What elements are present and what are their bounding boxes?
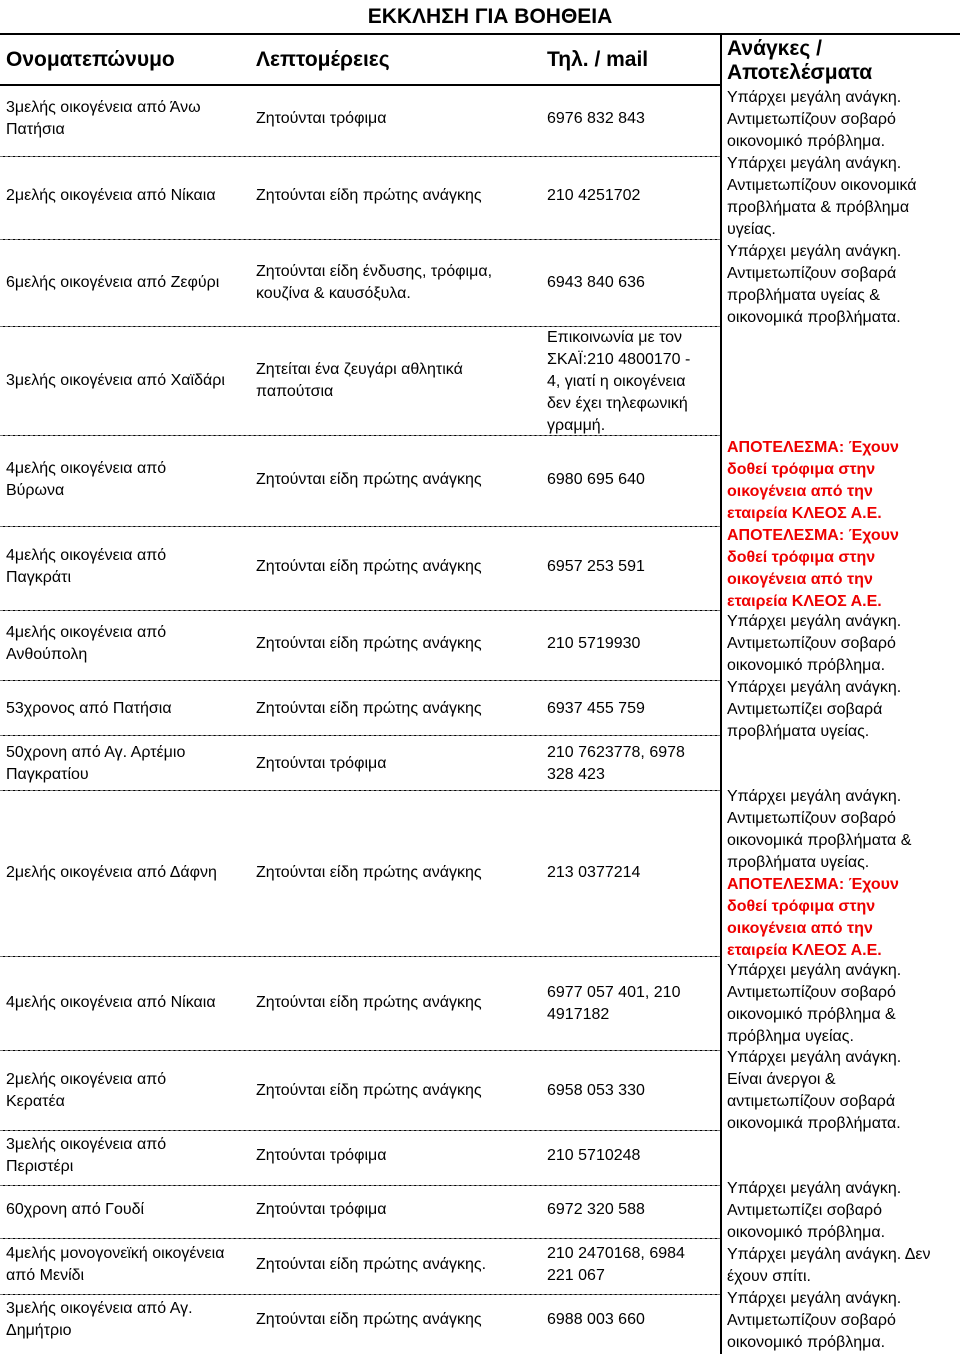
- row-name: 3μελής οικογένεια από Αγ. Δημήτριο: [6, 1300, 193, 1339]
- row-separator: [0, 790, 720, 791]
- row-details: Ζητούνται είδη πρώτης ανάγκης: [256, 1311, 482, 1328]
- row-name: 60χρονη από Γουδί: [6, 1201, 145, 1218]
- row-details: Ζητούνται είδη πρώτης ανάγκης: [256, 1082, 482, 1099]
- row-separator: [0, 956, 720, 957]
- row-details: Ζητούνται είδη πρώτης ανάγκης: [256, 187, 482, 204]
- row-contact: 6988 003 660: [547, 1311, 645, 1328]
- row-separator: [0, 1050, 720, 1051]
- row-separator: [0, 610, 720, 611]
- row-name: 4μελής οικογένεια από Ανθούπολη: [6, 624, 167, 663]
- row-separator: [0, 1294, 720, 1295]
- row-name: 4μελής οικογένεια από Παγκράτι: [6, 547, 167, 586]
- row-name: 6μελής οικογένεια από Ζεφύρι: [6, 274, 220, 291]
- status-note: Υπάρχει μεγάλη ανάγκη. Αντιμετωπίζουν σοβαρό οικονομικό πρόβλημα.: [727, 89, 902, 150]
- status-note: Υπάρχει μεγάλη ανάγκη. Αντιμετωπίζουν σοβαρά προβλήματα υγείας & οικονομικά προβλήματα.: [727, 243, 902, 326]
- row-contact: 6980 695 640: [547, 471, 645, 488]
- row-contact: 6976 832 843: [547, 110, 645, 127]
- row-details: Ζητούνται τρόφιμα: [256, 1147, 387, 1164]
- status-note: Υπάρχει μεγάλη ανάγκη. Αντιμετωπίζει σοβαρά προβλήματα υγείας.: [727, 679, 902, 740]
- row-name: 53χρονος από Πατήσια: [6, 700, 172, 717]
- status-note: Υπάρχει μεγάλη ανάγκη. Αντιμετωπίζουν σοβαρό οικονομικό πρόβλημα & πρόβλημα υγείας.: [727, 962, 902, 1045]
- status-note: Υπάρχει μεγάλη ανάγκη. Αντιμετωπίζει σοβαρό οικονομικό πρόβλημα.: [727, 1180, 902, 1241]
- row-details: Ζητούνται είδη πρώτης ανάγκης: [256, 700, 482, 717]
- row-contact: 6977 057 401, 210 4917182: [547, 984, 681, 1023]
- row-separator: [0, 735, 720, 736]
- row-details: Ζητούνται τρόφιμα: [256, 1201, 387, 1218]
- row-contact: 210 5710248: [547, 1147, 641, 1164]
- header-name: Ονοματεπώνυμο: [6, 48, 175, 71]
- header-needs: Ανάγκες / Αποτελέσματα: [727, 37, 873, 84]
- row-details: Ζητούνται είδη πρώτης ανάγκης: [256, 558, 482, 575]
- result-note: ΑΠΟΤΕΛΕΣΜΑ: Έχουν δοθεί τρόφιμα στην οικογένεια από την εταιρεία ΚΛΕΟΣ Α.Ε.: [727, 876, 899, 959]
- row-details: Ζητείται ένα ζευγάρι αθλητικά παπούτσια: [256, 361, 463, 400]
- row-contact: 6937 455 759: [547, 700, 645, 717]
- row-details: Ζητούνται είδη πρώτης ανάγκης: [256, 635, 482, 652]
- row-details: Ζητούνται είδη πρώτης ανάγκης: [256, 864, 482, 881]
- row-contact: 6957 253 591: [547, 558, 645, 575]
- row-details: Ζητούνται τρόφιμα: [256, 755, 387, 772]
- row-contact: 210 2470168, 6984 221 067: [547, 1245, 685, 1284]
- row-contact: 6972 320 588: [547, 1201, 645, 1218]
- result-note: ΑΠΟΤΕΛΕΣΜΑ: Έχουν δοθεί τρόφιμα στην οικογένεια από την εταιρεία ΚΛΕΟΣ Α.Ε.: [727, 527, 899, 610]
- row-name: 2μελής οικογένεια από Κερατέα: [6, 1071, 167, 1110]
- row-separator: [0, 680, 720, 681]
- row-separator: [0, 239, 720, 240]
- row-details: Ζητούνται τρόφιμα: [256, 110, 387, 127]
- row-name: 4μελής οικογένεια από Νίκαια: [6, 994, 216, 1011]
- row-contact: 210 5719930: [547, 635, 641, 652]
- row-details: Ζητούνται είδη πρώτης ανάγκης: [256, 994, 482, 1011]
- header-details: Λεπτομέρειες: [256, 48, 390, 71]
- row-contact: 213 0377214: [547, 864, 641, 881]
- page-title: ΕΚΚΛΗΣΗ ΓΙΑ ΒΟΗΘΕΙΑ: [367, 5, 613, 28]
- row-contact: 210 4251702: [547, 187, 641, 204]
- row-separator: [0, 1130, 720, 1131]
- row-name: 50χρονη από Αγ. Αρτέμιο Παγκρατίου: [6, 744, 186, 783]
- status-note: Υπάρχει μεγάλη ανάγκη. Αντιμετωπίζουν σοβαρό οικονομικό πρόβλημα.: [727, 613, 902, 674]
- status-note: Υπάρχει μεγάλη ανάγκη. Αντιμετωπίζουν οικονομικά προβλήματα & πρόβλημα υγείας.: [727, 155, 917, 238]
- row-separator: [0, 156, 720, 157]
- row-name: 2μελής οικογένεια από Δάφνη: [6, 864, 217, 881]
- row-separator: [0, 1238, 720, 1239]
- row-contact: 6943 840 636: [547, 274, 645, 291]
- row-details: Ζητούνται είδη πρώτης ανάγκης: [256, 471, 482, 488]
- row-contact: Επικοινωνία με τον ΣΚΑΪ:210 4800170 - 4, γιατί η οικογένεια δεν έχει τηλεφωνική γραμμή.: [547, 329, 691, 434]
- row-separator: [0, 526, 720, 527]
- row-details: Ζητούνται είδη ένδυσης, τρόφιμα, κουζίνα & καυσόξυλα.: [256, 263, 493, 302]
- row-details: Ζητούνται είδη πρώτης ανάγκης.: [256, 1256, 487, 1273]
- row-contact: 210 7623778, 6978 328 423: [547, 744, 685, 783]
- row-name: 4μελής μονογονεϊκή οικογένεια από Μενίδι: [6, 1245, 225, 1284]
- status-note: Υπάρχει μεγάλη ανάγκη. Αντιμετωπίζουν σοβαρό οικονομικά προβλήματα & προβλήματα υγείας.: [727, 788, 912, 871]
- status-note: Υπάρχει μεγάλη ανάγκη. Αντιμετωπίζουν σοβαρό οικονομικό πρόβλημα.: [727, 1290, 902, 1351]
- grid-line-header-bottom: [0, 84, 720, 86]
- result-note: ΑΠΟΤΕΛΕΣΜΑ: Έχουν δοθεί τρόφιμα στην οικογένεια από την εταιρεία ΚΛΕΟΣ Α.Ε.: [727, 439, 899, 522]
- row-contact: 6958 053 330: [547, 1082, 645, 1099]
- row-name: 4μελής οικογένεια από Βύρωνα: [6, 460, 167, 499]
- grid-line-top: [0, 33, 960, 35]
- row-name: 3μελής οικογένεια από Άνω Πατήσια: [6, 99, 201, 138]
- row-separator: [0, 1185, 720, 1186]
- status-note: Υπάρχει μεγάλη ανάγκη. Δεν έχουν σπίτι.: [727, 1246, 931, 1285]
- grid-line-vertical: [720, 33, 722, 1354]
- header-contact: Τηλ. / mail: [547, 48, 649, 71]
- row-name: 3μελής οικογένεια από Περιστέρι: [6, 1136, 167, 1175]
- status-note: Υπάρχει μεγάλη ανάγκη. Είναι άνεργοι & αντιμετωπίζουν σοβαρά οικονομικά προβλήματα.: [727, 1049, 902, 1132]
- row-name: 2μελής οικογένεια από Νίκαια: [6, 187, 216, 204]
- row-name: 3μελής οικογένεια από Χαϊδάρι: [6, 372, 225, 389]
